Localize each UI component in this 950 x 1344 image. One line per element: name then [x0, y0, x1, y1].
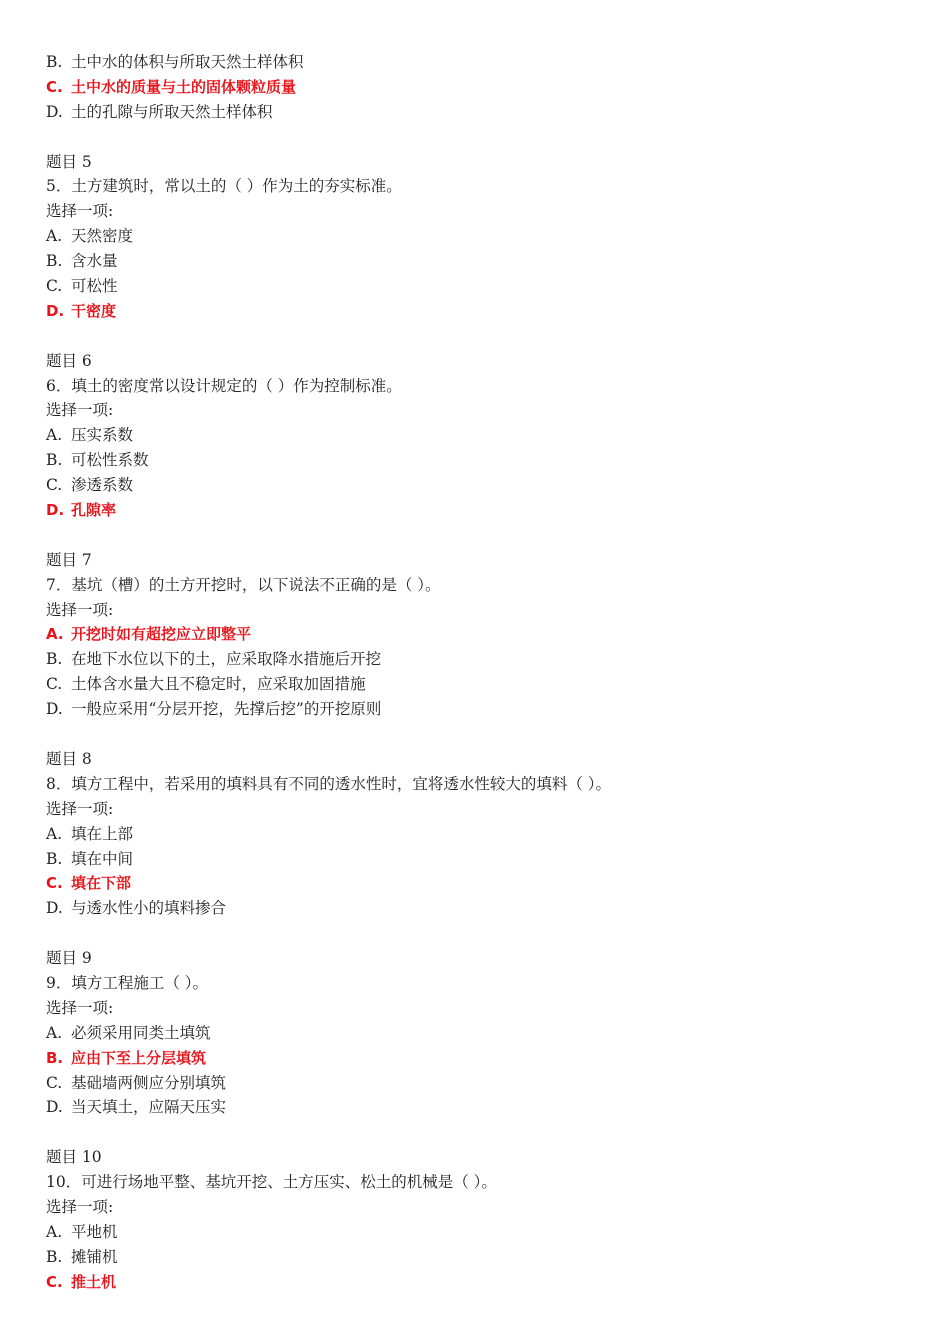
option: [46, 697, 916, 722]
option-letter: A.: [46, 1222, 63, 1241]
spacer: [46, 523, 916, 548]
choose-one-prompt: 选择一项:: [46, 799, 114, 818]
option-text: 填在中间: [71, 849, 134, 868]
option: [46, 847, 916, 872]
question-heading: 题目 7: [46, 550, 92, 569]
option-letter: C.: [46, 874, 63, 893]
option-text: 压实系数: [71, 426, 134, 445]
option-text: 应由下至上分层填筑: [71, 1048, 207, 1067]
option-text: 推土机: [71, 1272, 117, 1291]
option-text: 一般应采用“分层开挖，先撑后挖”的开挖原则: [71, 700, 382, 719]
option-letter: A.: [46, 227, 63, 246]
question-heading: 题目 9: [46, 949, 92, 968]
option-letter: D.: [46, 501, 65, 520]
correct-option: [46, 75, 916, 100]
option: [46, 822, 916, 847]
correct-option: [46, 299, 916, 324]
option-text: 土体含水量大且不稳定时，应采取加固措施: [71, 675, 366, 694]
option-text: 与透水性小的填料掺合: [71, 899, 227, 918]
option-text: 在地下水位以下的土，应采取降水措施后开挖: [71, 650, 382, 669]
option-text: 可松性: [71, 277, 118, 296]
option-letter: D.: [46, 700, 63, 719]
option-letter: D.: [46, 301, 65, 320]
choose-one-prompt: 选择一项:: [46, 998, 114, 1017]
option-letter: C.: [46, 277, 63, 296]
option-text: 基础墙两侧应分别填筑: [71, 1073, 227, 1092]
option: [46, 249, 916, 274]
question-block: [46, 548, 916, 722]
correct-option: [46, 498, 916, 523]
option-letter: A.: [46, 1023, 63, 1042]
option-text: 土的孔隙与所取天然土样体积: [71, 102, 273, 121]
correct-option: [46, 1046, 916, 1071]
option-text: 当天填土，应隔天压实: [71, 1098, 227, 1117]
option: [46, 1220, 916, 1245]
question-block: [46, 150, 916, 324]
option: [46, 423, 916, 448]
question-heading: 题目 6: [46, 351, 92, 370]
option-letter: C.: [46, 476, 63, 495]
option-text: 土中水的质量与土的固体颗粒质量: [71, 77, 297, 96]
option-letter: B.: [46, 1247, 63, 1266]
option-letter: A.: [46, 824, 63, 843]
option-letter: C.: [46, 675, 63, 694]
option-letter: A.: [46, 625, 64, 644]
option-letter: B.: [46, 849, 63, 868]
option-text: 渗透系数: [71, 476, 134, 495]
option-letter: B.: [46, 1048, 64, 1067]
question-stem: 10．可进行场地平整、基坑开挖、土方压实、松土的机械是（ ）。: [46, 1173, 497, 1192]
choose-one-prompt: 选择一项:: [46, 1197, 114, 1216]
choose-one-prompt: 选择一项:: [46, 202, 114, 221]
option: [46, 896, 916, 921]
option-text: 填在上部: [71, 824, 134, 843]
option-letter: C.: [46, 1272, 63, 1291]
choose-one-prompt: 选择一项:: [46, 401, 114, 420]
question-block: [46, 349, 916, 523]
question-stem: 6．填土的密度常以设计规定的（ ）作为控制标准。: [46, 376, 402, 395]
spacer: [46, 324, 916, 349]
option: [46, 1095, 916, 1120]
previous-question-options: [46, 50, 916, 125]
question-heading: 题目 8: [46, 749, 92, 768]
option-text: 摊铺机: [71, 1247, 118, 1266]
spacer: [46, 722, 916, 747]
spacer: [46, 921, 916, 946]
option-letter: B.: [46, 451, 63, 470]
option-letter: B.: [46, 53, 63, 71]
question-stem: 8．填方工程中，若采用的填料具有不同的透水性时，宜将透水性较大的填料（ ）。: [46, 774, 612, 793]
option-letter: D.: [46, 102, 63, 121]
spacer: [46, 1120, 916, 1145]
option-text: 含水量: [71, 252, 118, 271]
option-letter: B.: [46, 650, 63, 669]
question-block: [46, 946, 916, 1120]
correct-option: [46, 1270, 916, 1295]
option: [46, 1245, 916, 1270]
option: [46, 50, 916, 75]
option-letter: D.: [46, 1098, 63, 1117]
question-block: [46, 747, 916, 921]
question-heading: 题目 5: [46, 152, 92, 171]
question-stem: 9．填方工程施工（ ）。: [46, 973, 209, 992]
option-text: 可松性系数: [71, 451, 149, 470]
option-letter: A.: [46, 426, 63, 445]
option: [46, 100, 916, 125]
option: [46, 647, 916, 672]
option-letter: B.: [46, 252, 63, 271]
option-text: 干密度: [71, 301, 117, 320]
option: [46, 448, 916, 473]
option: [46, 1071, 916, 1096]
question-heading: 题目 10: [46, 1148, 102, 1167]
correct-option: [46, 622, 916, 647]
option-text: 填在下部: [71, 874, 132, 893]
option-letter: C.: [46, 77, 63, 96]
option-text: 孔隙率: [71, 501, 117, 520]
option-text: 天然密度: [71, 227, 134, 246]
option-letter: C.: [46, 1073, 63, 1092]
option-text: 平地机: [71, 1222, 118, 1241]
option: [46, 274, 916, 299]
question-block: [46, 1145, 916, 1294]
question-stem: 5．土方建筑时，常以土的（ ）作为土的夯实标准。: [46, 177, 402, 196]
option-text: 必须采用同类土填筑: [71, 1023, 211, 1042]
option-letter: D.: [46, 899, 63, 918]
correct-option: [46, 871, 916, 896]
question-stem: 7．基坑（槽）的土方开挖时，以下说法不正确的是（ ）。: [46, 575, 441, 594]
option-text: 土中水的体积与所取天然土样体积: [71, 53, 304, 71]
document-page: [46, 50, 916, 1295]
option: [46, 224, 916, 249]
spacer: [46, 125, 916, 150]
option-text: 开挖时如有超挖应立即整平: [71, 625, 252, 644]
choose-one-prompt: 选择一项:: [46, 600, 114, 619]
option: [46, 1021, 916, 1046]
option: [46, 473, 916, 498]
option: [46, 672, 916, 697]
